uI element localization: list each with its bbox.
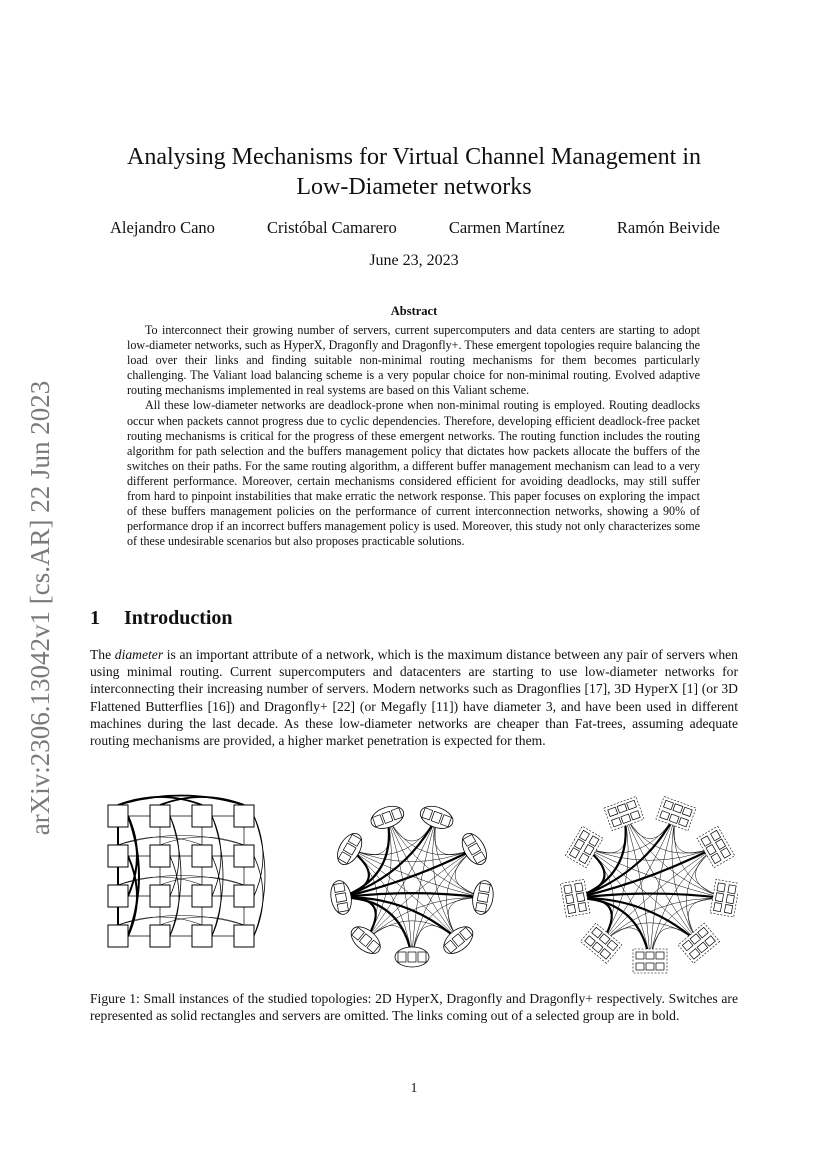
switch-box — [728, 885, 736, 894]
switch-box — [150, 925, 170, 947]
author-4: Ramón Beivide — [616, 218, 720, 237]
switch-box — [337, 903, 348, 913]
intro-text-start: The — [90, 647, 115, 662]
switch-box — [150, 885, 170, 907]
global-link — [584, 847, 716, 860]
diameter-term: diameter — [114, 647, 164, 662]
switch-group — [656, 796, 696, 830]
global-link — [350, 849, 475, 862]
hyperx-arc — [254, 816, 265, 936]
switch-group — [633, 949, 667, 973]
global-link — [366, 817, 392, 940]
switch-box — [192, 805, 212, 827]
global-link — [624, 814, 650, 961]
switch-box — [646, 963, 654, 970]
intro-text-rest: is an important attribute of a network, which is the maximum distance between any pair of servers when using minimal routing. Current supercomputers and datacenters are starting to use low-diameter networks for interconnecting their increasing number of servers. Modern networks such as Dragonflies [17], 3D HyperX [1] (or 3D Flattened Butterflies [16]) and Dragonfly+ [22] (or Megafly [11]) have diameter 3, and have been used in different machines during the last decade. As these low-diameter networks are cheaper than Fat-trees, assuming adequate routing mechanisms are provided, a higher market penetration is expected for them. — [90, 647, 738, 749]
switch-box — [636, 963, 644, 970]
switch-box — [418, 952, 426, 962]
abstract-paragraph-1: To interconnect their growing number of servers, current supercomputers and data centers are starting to adopt low-diameter networks, such as HyperX, Dragonfly and Dragonfly+. These emergent topologies require balancing the load over their links and finding suitable non-minimal routing mechanisms for them becomes particularly challenging. The Valiant load balancing scheme is a very popular choice for non-minimal routing. Evolved adaptive routing mechanisms implemented in real systems are based on this Valiant scheme. — [127, 323, 700, 398]
switch-box — [714, 903, 722, 912]
switch-box — [576, 893, 584, 902]
switch-group — [678, 923, 719, 963]
switch-box — [656, 952, 664, 959]
abstract-heading: Abstract — [390, 304, 438, 318]
switch-box — [717, 883, 725, 892]
switch-box — [398, 952, 406, 962]
switch-box — [408, 952, 416, 962]
hyperx-arc — [254, 816, 263, 896]
switch-group — [346, 922, 385, 959]
global-link — [433, 817, 459, 940]
global-link — [387, 817, 412, 957]
switch-box — [108, 925, 128, 947]
abstract-paragraph-2: All these low-diameter networks are deadlock-prone when non-minimal routing is employed. Routing deadlocks occur when packets cannot progress due to cyclic dependencies. Therefore, developing efficient deadlock-free packet routing mechanisms is critical for the progress of these emergent networks. The routing function includes the routing algorithm for path selection and the buffers management policy that dictates how packets allocate the buffers of the switches on their paths. For the same routing algorithm, a different buffer management mechanism can lead to a very different performance. Moreover, certain mechanisms considered efficient for avoiding deadlocks, may still suffer from hard to pinpoint instabilities that make erratic the network response. This paper focuses on exploring the impact of these buffers management policies on the performance of current interconnection networks, showing a 90% of performance drop if an incorrect buffers management policy is used. Moreover, this study not only characterizes some of these undesirable scenarios but also proposes practicable solutions. — [127, 398, 700, 549]
title-line-2: Low-Diameter networks — [296, 174, 532, 200]
switch-box — [564, 885, 572, 894]
switch-box — [192, 925, 212, 947]
switch-group — [565, 826, 603, 867]
switch-box — [578, 903, 586, 912]
switch-box — [566, 895, 574, 904]
switch-group — [439, 922, 478, 959]
figure-caption: Figure 1: Small instances of the studied topologies: 2D HyperX, Dragonfly and Dragonfly+ respectively. Switches are represented as solid rectangles and servers are omitted. The links coming out of a selected group are in bold. — [90, 991, 738, 1024]
switch-box — [234, 805, 254, 827]
arxiv-identifier: arXiv:2306.13042v1 [cs.AR] 22 Jun 2023 — [25, 380, 55, 836]
switch-box — [724, 904, 732, 913]
switch-group — [332, 829, 366, 868]
author-1: Alejandro Cano — [110, 218, 215, 237]
switch-box — [726, 895, 734, 904]
switch-group — [710, 879, 738, 917]
introduction-paragraph — [90, 646, 738, 749]
publication-date: June 23, 2023 — [369, 252, 459, 269]
section-heading — [90, 607, 233, 630]
switch-group — [417, 802, 456, 832]
hyperx-arc — [118, 796, 244, 806]
switch-box — [150, 845, 170, 867]
hyperx-arc — [118, 916, 244, 926]
author-list — [110, 218, 720, 238]
figure-topologies — [90, 785, 738, 985]
switch-group — [560, 879, 590, 917]
switch-group — [470, 879, 496, 916]
switch-group — [368, 802, 407, 832]
switch-group — [580, 923, 621, 963]
switch-box — [234, 845, 254, 867]
switch-box — [192, 845, 212, 867]
abstract-body — [127, 323, 700, 549]
switch-box — [234, 885, 254, 907]
switch-box — [477, 893, 488, 903]
section-number: 1 — [90, 607, 100, 629]
switch-box — [476, 903, 487, 913]
switch-box — [479, 883, 490, 893]
switch-box — [334, 883, 345, 893]
switch-box — [715, 893, 723, 902]
global-link — [575, 894, 725, 899]
global-link — [341, 893, 483, 897]
switch-box — [636, 952, 644, 959]
switch-box — [567, 904, 575, 913]
arxiv-side-stamp — [20, 358, 60, 858]
global-link — [601, 814, 628, 944]
switch-box — [335, 893, 346, 903]
switch-group — [457, 829, 491, 868]
switch-group — [328, 879, 354, 916]
hyperx-arc — [128, 816, 139, 936]
switch-box — [646, 952, 654, 959]
switch-group — [395, 947, 429, 967]
switch-box — [234, 925, 254, 947]
page-number: 1 — [410, 1080, 418, 1095]
switch-box — [108, 885, 128, 907]
switch-box — [656, 963, 664, 970]
switch-box — [192, 885, 212, 907]
switch-box — [108, 845, 128, 867]
switch-box — [575, 883, 583, 892]
title-line-1: Analysing Mechanisms for Virtual Channel Management in — [127, 144, 701, 170]
switch-group — [604, 796, 644, 830]
author-2: Cristóbal Camarero — [267, 218, 397, 237]
author-3: Carmen Martínez — [448, 218, 565, 237]
dragonfly-plus-diagram — [560, 796, 738, 973]
global-link — [672, 814, 699, 944]
paper-title — [90, 142, 738, 202]
switch-box — [150, 805, 170, 827]
hyperx-arc — [254, 856, 263, 936]
switch-group — [697, 826, 735, 867]
switch-box — [108, 805, 128, 827]
hyperx-diagram — [108, 796, 265, 948]
global-link — [366, 921, 459, 940]
section-title: Introduction — [124, 607, 233, 629]
dragonfly-diagram — [328, 802, 495, 967]
